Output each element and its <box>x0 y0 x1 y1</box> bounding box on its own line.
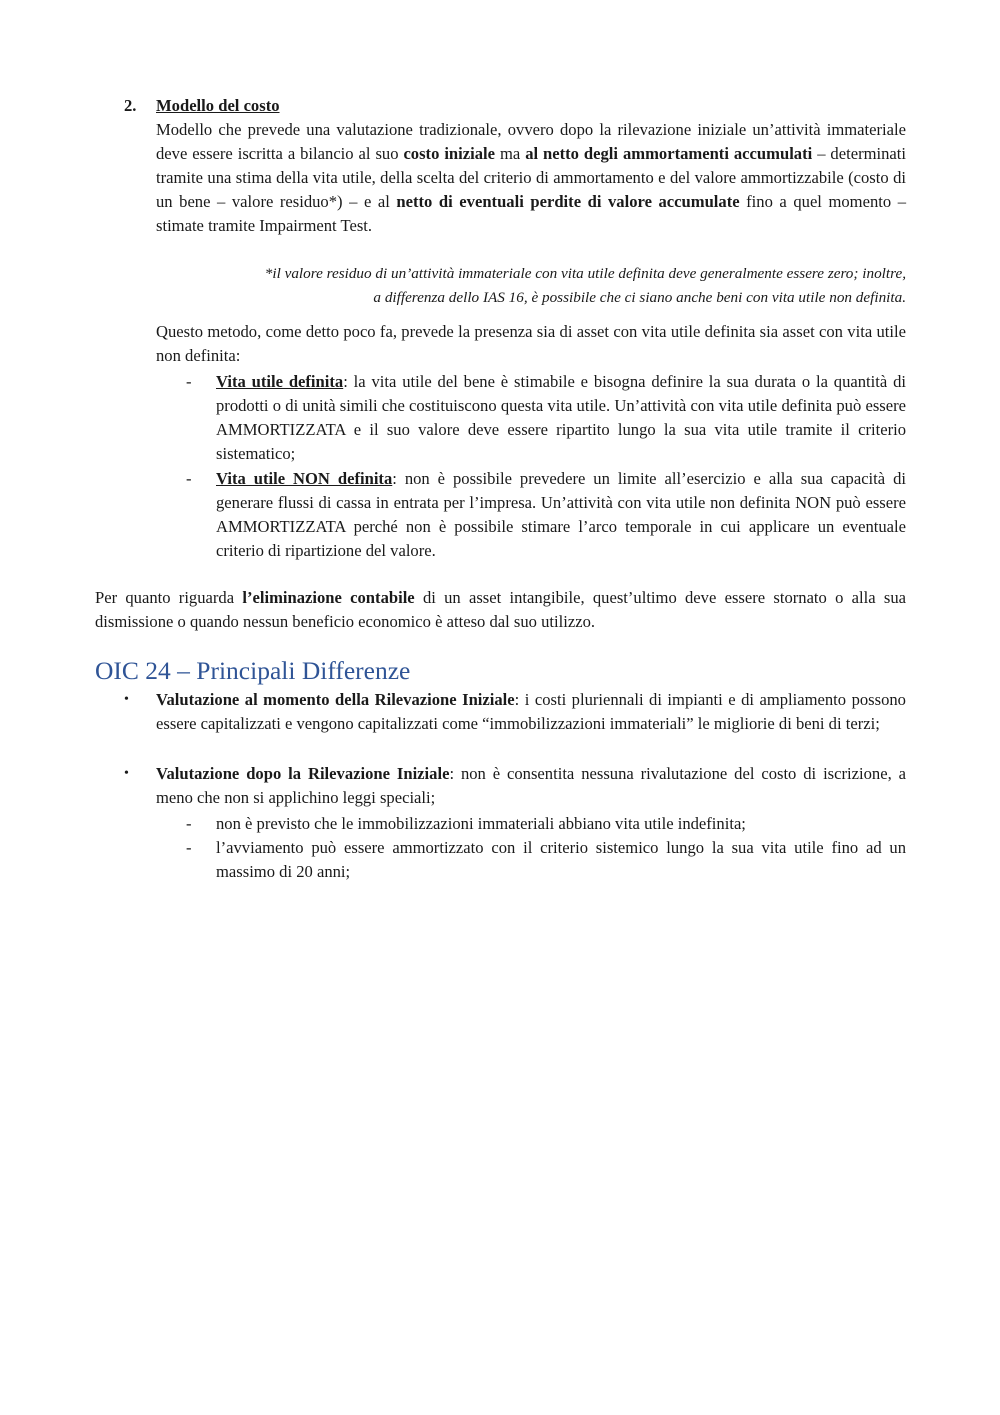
list-item-defined-life: Vita utile definita: la vita utile del bene è stimabile e bisogna definire la sua durata o la quantità di prodotti o di unità simili che costituiscono questa vita utile. Un’attività con vita utile definita può essere AMMORTIZZATA e il suo valore deve essere ripartito lungo la sua vita utile tramite il criterio sistematico; <box>216 372 906 463</box>
cost-model-paragraph: Modello che prevede una valutazione tradizionale, ovvero dopo la rilevazione iniziale un’attività immateriale deve essere iscritta a bilancio al suo costo iniziale ma al netto degli ammortamenti accumulati – determinati tramite una stima della vita utile, della scelta del criterio di ammortamento e del valore ammortizzabile (costo di un bene – valore residuo*) – e al netto di eventuali perdite di valore accumulate fino a quel momento – stimate tramite Impairment Test. <box>156 120 906 235</box>
list-marker: - <box>186 838 192 857</box>
list-item-undefined-life: Vita utile NON definita: non è possibile prevedere un limite all’esercizio e alla sua capacità di generare flussi di cassa in entrata per l’impresa. Un’attività con vita utile non definita NON può essere AMMORTIZZATA perché non è possibile stimare l’arco temporale in cui applicare un eventuale criterio di ripartizione del valore. <box>216 469 906 560</box>
bullet-item-after-recognition: Valutazione dopo la Rilevazione Iniziale: non è consentita nessuna rivalutazione del costo di iscrizione, a meno che non si applichino leggi speciali; <box>156 764 906 807</box>
elimination-paragraph: Per quanto riguarda l’eliminazione contabile di un asset intangibile, quest’ultimo deve essere stornato o alla sua dismissione o quando nessun beneficio economico è atteso dal suo utilizzo. <box>95 588 906 631</box>
bullet-icon: • <box>124 692 129 707</box>
sub-item-indefinite-life: non è previsto che le immobilizzazioni immateriali abbiano vita utile indefinita; <box>216 814 746 833</box>
section-title: Modello del costo <box>156 96 280 115</box>
list-marker: - <box>186 814 192 833</box>
footnote-line-2: a differenza dello IAS 16, è possibile che ci siano anche beni con vita utile non definita. <box>373 289 906 306</box>
bullet-icon: • <box>124 766 129 781</box>
list-marker: - <box>186 469 192 488</box>
footnote-line-1: *il valore residuo di un’attività immateriale con vita utile definita deve generalmente essere zero; inoltre, <box>264 265 906 282</box>
list-marker: - <box>186 372 192 391</box>
section-number: 2. <box>124 96 137 115</box>
sub-item-goodwill: l’avviamento può essere ammortizzato con il criterio sistemico lungo la sua vita utile fino ad un massimo di 20 anni; <box>216 838 906 881</box>
bullet-item-initial-recognition: Valutazione al momento della Rilevazione Iniziale: i costi pluriennali di impianti e di ampliamento possono essere capitalizzati e vengono capitalizzati come “immobilizzazioni immateriali” le migliorie di beni di terzi; <box>156 690 906 733</box>
section-heading-oic24: OIC 24 – Principali Differenze <box>95 656 411 685</box>
intro-paragraph: Questo metodo, come detto poco fa, prevede la presenza sia di asset con vita utile definita sia asset con vita utile non definita: <box>156 322 906 365</box>
